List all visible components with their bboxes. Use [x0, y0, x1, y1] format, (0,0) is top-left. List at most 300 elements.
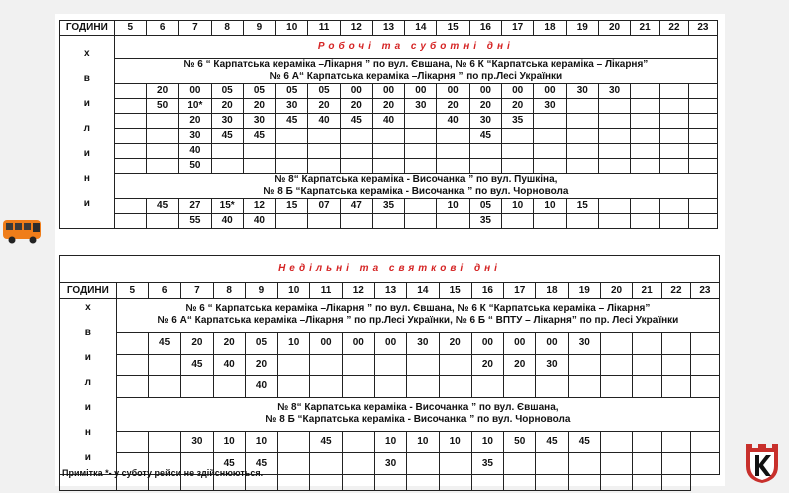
minute-cell: [688, 114, 717, 129]
route-line: № 8“ Карпатська кераміка - Височанка ” по вул. Євшана,: [277, 402, 559, 414]
minute-cell: [405, 114, 437, 129]
route-line: № 6 “ Карпатська кераміка –Лікарня ” по вул. Євшана, № 6 К “Карпатська кераміка – Лікарня”: [185, 303, 651, 315]
minute-cell: [660, 159, 689, 174]
minute-cell: 05: [308, 84, 340, 99]
minute-cell: 30: [566, 84, 598, 99]
minute-cell: 00: [469, 84, 501, 99]
minute-cell: 40: [308, 114, 340, 129]
hour-cell: 8: [211, 21, 243, 36]
minute-cell: 10*: [179, 99, 211, 114]
minute-cell: [662, 431, 691, 453]
minute-cell: [114, 84, 146, 99]
minute-cell: [660, 99, 689, 114]
minute-cell: 45: [536, 431, 568, 453]
minute-cell: 40: [213, 354, 245, 376]
minute-cell: [568, 354, 600, 376]
route-line: № 6 А“ Карпатська кераміка –Лікарня ” по пр.Лесі Українки, № 6 Б “ ВПТУ – Лікарня” по пр. Лесі Українки: [157, 315, 679, 327]
minute-cell: [662, 354, 691, 376]
minute-cell: 20: [504, 354, 536, 376]
minutes-row: [60, 99, 718, 114]
minute-cell: [278, 431, 310, 453]
minute-cell: [471, 376, 503, 398]
minute-cell: [148, 431, 180, 453]
minute-cell: [407, 453, 439, 475]
minute-cell: 20: [213, 332, 245, 354]
minute-cell: [534, 214, 566, 229]
minute-cell: 30: [568, 332, 600, 354]
hour-cell: 21: [633, 283, 662, 299]
minute-cell: 27: [179, 199, 211, 214]
minute-cell: [690, 332, 719, 354]
minute-cell: [146, 129, 178, 144]
minute-cell: [688, 99, 717, 114]
minute-cell: 47: [340, 199, 372, 214]
minutes-letter: н: [83, 172, 90, 184]
hour-cell: 8: [213, 283, 245, 299]
minute-cell: 50: [146, 99, 178, 114]
hour-cell: 19: [568, 283, 600, 299]
minute-cell: 50: [504, 431, 536, 453]
minute-cell: 30: [179, 129, 211, 144]
minute-cell: 20: [439, 332, 471, 354]
minute-cell: 30: [407, 332, 439, 354]
minute-cell: [407, 354, 439, 376]
minute-cell: 20: [211, 99, 243, 114]
minute-cell: [536, 376, 568, 398]
minute-cell: 00: [534, 84, 566, 99]
minute-cell: [372, 129, 404, 144]
minute-cell: 20: [245, 354, 277, 376]
minute-cell: 35: [469, 214, 501, 229]
minute-cell: [469, 144, 501, 159]
minutes-letter: и: [83, 97, 90, 109]
minute-cell: [631, 199, 660, 214]
minute-cell: 20: [308, 99, 340, 114]
minute-cell: [566, 114, 598, 129]
route-description: [116, 397, 719, 431]
minute-cell: 35: [471, 453, 503, 475]
minute-cell: [114, 114, 146, 129]
minute-cell: [310, 354, 342, 376]
hour-cell: 19: [566, 21, 598, 36]
holiday-timetable: [59, 255, 720, 491]
minute-cell: 05: [469, 199, 501, 214]
minute-cell: 20: [146, 84, 178, 99]
minute-cell: [566, 144, 598, 159]
minute-cell: [598, 214, 630, 229]
minute-cell: [633, 376, 662, 398]
hour-cell: 12: [342, 283, 374, 299]
minute-cell: [598, 199, 630, 214]
hour-cell: 5: [116, 283, 148, 299]
route-line: № 6 “ Карпатська кераміка –Лікарня ” по вул. Євшана, № 6 К “Карпатська кераміка – Лікарня”: [183, 59, 649, 70]
minute-cell: [405, 159, 437, 174]
blank-cell: [439, 475, 471, 491]
minutes-letter: в: [83, 72, 90, 84]
minute-cell: [504, 376, 536, 398]
blank-cell: [662, 475, 691, 491]
route-line: № 6 А“ Карпатська кераміка –Лікарня ” по пр.Лесі Українки: [269, 71, 563, 82]
minute-cell: [633, 453, 662, 475]
minutes-row: [60, 199, 718, 214]
minute-cell: [372, 144, 404, 159]
minutes-letter: и: [84, 352, 91, 363]
minute-cell: [405, 144, 437, 159]
minute-cell: 30: [374, 453, 406, 475]
minute-cell: 45: [181, 354, 213, 376]
minutes-row: [60, 431, 720, 453]
minutes-row: [60, 354, 720, 376]
minute-cell: 10: [407, 431, 439, 453]
minute-cell: [148, 354, 180, 376]
minute-cell: [114, 199, 146, 214]
minutes-row: [60, 159, 718, 174]
route-row: [60, 299, 720, 333]
minute-cell: [600, 354, 632, 376]
minute-cell: 30: [181, 431, 213, 453]
minute-cell: [243, 144, 275, 159]
minute-cell: [340, 159, 372, 174]
minute-cell: 40: [211, 214, 243, 229]
minute-cell: 20: [372, 99, 404, 114]
minutes-row: [60, 144, 718, 159]
minute-cell: [439, 453, 471, 475]
minute-cell: [688, 159, 717, 174]
minute-cell: [372, 159, 404, 174]
minute-cell: [690, 453, 719, 475]
hour-cell: 18: [534, 21, 566, 36]
minute-cell: 45: [148, 332, 180, 354]
route-line: № 8“ Карпатська кераміка - Височанка ” по вул. Пушкіна,: [274, 174, 558, 185]
minute-cell: 00: [502, 84, 534, 99]
hour-cell: 22: [660, 21, 689, 36]
minute-cell: [116, 376, 148, 398]
minute-cell: 45: [243, 129, 275, 144]
minute-cell: 00: [179, 84, 211, 99]
minute-cell: 45: [469, 129, 501, 144]
minute-cell: [534, 159, 566, 174]
hour-cell: 13: [374, 283, 406, 299]
blank-cell: [278, 475, 310, 491]
hour-cell: 15: [437, 21, 469, 36]
minute-cell: [374, 376, 406, 398]
minute-cell: [502, 144, 534, 159]
minute-cell: [469, 159, 501, 174]
hour-cell: 16: [471, 283, 503, 299]
minute-cell: 35: [502, 114, 534, 129]
minute-cell: [660, 199, 689, 214]
minutes-letter: л: [84, 377, 92, 388]
minute-cell: [600, 376, 632, 398]
hour-cell: 14: [405, 21, 437, 36]
hours-header-label: ГОДИНИ: [60, 21, 115, 36]
minute-cell: [536, 453, 568, 475]
blank-cell: [504, 475, 536, 491]
minute-cell: [568, 376, 600, 398]
blank-cell: [536, 475, 568, 491]
minute-cell: [439, 376, 471, 398]
minute-cell: [342, 354, 374, 376]
minute-cell: [631, 144, 660, 159]
minute-cell: [598, 99, 630, 114]
minute-cell: 10: [213, 431, 245, 453]
blank-cell: [374, 475, 406, 491]
minute-cell: [598, 144, 630, 159]
minute-cell: 00: [504, 332, 536, 354]
minute-cell: 40: [179, 144, 211, 159]
minute-cell: [276, 144, 308, 159]
minute-cell: [662, 453, 691, 475]
minute-cell: [437, 159, 469, 174]
minutes-axis-label: [60, 299, 117, 475]
minute-cell: 10: [502, 199, 534, 214]
route-row: [60, 397, 720, 431]
minute-cell: [568, 453, 600, 475]
minute-cell: [276, 129, 308, 144]
minute-cell: [211, 144, 243, 159]
hour-cell: 6: [146, 21, 178, 36]
minute-cell: [660, 144, 689, 159]
minute-cell: 30: [405, 99, 437, 114]
minute-cell: [372, 214, 404, 229]
minute-cell: 10: [245, 431, 277, 453]
hours-header-row: [60, 21, 718, 36]
hour-cell: 11: [308, 21, 340, 36]
route-description: [114, 59, 717, 84]
minute-cell: [405, 199, 437, 214]
minute-cell: 45: [568, 431, 600, 453]
blank-cell: [568, 475, 600, 491]
minute-cell: [116, 332, 148, 354]
minute-cell: [502, 129, 534, 144]
minute-cell: [534, 114, 566, 129]
route-row: [60, 174, 718, 199]
minute-cell: 30: [211, 114, 243, 129]
minute-cell: [308, 159, 340, 174]
minute-cell: [566, 214, 598, 229]
minute-cell: 30: [598, 84, 630, 99]
minute-cell: 45: [340, 114, 372, 129]
minute-cell: [633, 332, 662, 354]
minute-cell: [504, 453, 536, 475]
hour-cell: 21: [631, 21, 660, 36]
hours-header-row: [60, 283, 720, 299]
minute-cell: [342, 431, 374, 453]
minute-cell: 00: [342, 332, 374, 354]
minutes-letter: и: [83, 147, 90, 159]
minute-cell: [340, 144, 372, 159]
minutes-row: [60, 114, 718, 129]
hours-header-label: ГОДИНИ: [60, 283, 117, 299]
minute-cell: 10: [439, 431, 471, 453]
minute-cell: [502, 214, 534, 229]
minute-cell: [631, 84, 660, 99]
minute-cell: [690, 354, 719, 376]
minute-cell: [310, 453, 342, 475]
hour-cell: 14: [407, 283, 439, 299]
minute-cell: [437, 214, 469, 229]
minute-cell: 00: [372, 84, 404, 99]
minute-cell: [631, 99, 660, 114]
minute-cell: [114, 99, 146, 114]
minute-cell: 40: [245, 376, 277, 398]
minute-cell: 10: [278, 332, 310, 354]
minute-cell: [310, 376, 342, 398]
minute-cell: [405, 129, 437, 144]
minute-cell: [598, 159, 630, 174]
minute-cell: [146, 159, 178, 174]
route-row: [60, 59, 718, 84]
minute-cell: [631, 214, 660, 229]
minute-cell: 00: [536, 332, 568, 354]
hour-cell: 17: [504, 283, 536, 299]
city-logo-icon: [742, 440, 782, 484]
minute-cell: 00: [340, 84, 372, 99]
minute-cell: [181, 376, 213, 398]
minute-cell: [660, 129, 689, 144]
minute-cell: [437, 129, 469, 144]
minute-cell: 20: [502, 99, 534, 114]
minute-cell: 30: [243, 114, 275, 129]
minutes-letter: в: [84, 327, 91, 338]
minute-cell: [116, 354, 148, 376]
minute-cell: [600, 431, 632, 453]
blank-cell: [407, 475, 439, 491]
minute-cell: [148, 376, 180, 398]
hour-cell: 10: [278, 283, 310, 299]
minute-cell: 20: [340, 99, 372, 114]
minute-cell: [407, 376, 439, 398]
minute-cell: [114, 214, 146, 229]
minute-cell: 40: [243, 214, 275, 229]
minute-cell: [600, 332, 632, 354]
minutes-axis-label: [60, 36, 115, 229]
minute-cell: 30: [536, 354, 568, 376]
minute-cell: 30: [534, 99, 566, 114]
minutes-letter: л: [83, 122, 91, 134]
minute-cell: 45: [310, 431, 342, 453]
hour-cell: 16: [469, 21, 501, 36]
minute-cell: 20: [243, 99, 275, 114]
hour-cell: 23: [690, 283, 719, 299]
minute-cell: 15: [566, 199, 598, 214]
minute-cell: [213, 376, 245, 398]
minute-cell: [631, 129, 660, 144]
minute-cell: [662, 332, 691, 354]
minute-cell: [405, 214, 437, 229]
minute-cell: 12: [243, 199, 275, 214]
hour-cell: 17: [502, 21, 534, 36]
minute-cell: [146, 114, 178, 129]
minute-cell: [633, 354, 662, 376]
minute-cell: [502, 159, 534, 174]
hour-cell: 20: [600, 283, 632, 299]
minute-cell: [631, 159, 660, 174]
minute-cell: 20: [181, 332, 213, 354]
hour-cell: 11: [310, 283, 342, 299]
minute-cell: 10: [374, 431, 406, 453]
hour-cell: 12: [340, 21, 372, 36]
minute-cell: [566, 159, 598, 174]
minutes-row: [60, 129, 718, 144]
minute-cell: 35: [372, 199, 404, 214]
minute-cell: 00: [471, 332, 503, 354]
minutes-letter: и: [84, 452, 91, 463]
hour-cell: 13: [372, 21, 404, 36]
minute-cell: 55: [179, 214, 211, 229]
hour-cell: 18: [536, 283, 568, 299]
minute-cell: 20: [469, 99, 501, 114]
minute-cell: [116, 431, 148, 453]
route-description: [114, 174, 717, 199]
weekday-timetable: [59, 20, 718, 229]
minutes-row: [60, 84, 718, 99]
minute-cell: 20: [179, 114, 211, 129]
section-title-row: [60, 256, 720, 283]
minute-cell: [340, 214, 372, 229]
minute-cell: 05: [276, 84, 308, 99]
minute-cell: [660, 114, 689, 129]
minute-cell: [114, 129, 146, 144]
blank-cell: [342, 475, 374, 491]
minutes-row: [60, 214, 718, 229]
minute-cell: [688, 129, 717, 144]
minute-cell: [278, 376, 310, 398]
hour-cell: 23: [688, 21, 717, 36]
minute-cell: [688, 84, 717, 99]
hour-cell: 9: [245, 283, 277, 299]
minute-cell: [566, 129, 598, 144]
minute-cell: 15: [276, 199, 308, 214]
hour-cell: 5: [114, 21, 146, 36]
minute-cell: [598, 129, 630, 144]
minute-cell: 45: [276, 114, 308, 129]
blank-cell: [600, 475, 632, 491]
footnote: Примітка *- у суботу рейси не здійснюються.: [62, 468, 264, 478]
minute-cell: [114, 159, 146, 174]
minute-cell: [688, 144, 717, 159]
bus-icon: [0, 216, 46, 246]
section-title-row: [60, 36, 718, 59]
minute-cell: 07: [308, 199, 340, 214]
minute-cell: 40: [437, 114, 469, 129]
minute-cell: [690, 376, 719, 398]
minute-cell: 15*: [211, 199, 243, 214]
minute-cell: 05: [245, 332, 277, 354]
minute-cell: [437, 144, 469, 159]
minute-cell: [631, 114, 660, 129]
minute-cell: 45: [213, 453, 245, 475]
minute-cell: [243, 159, 275, 174]
minute-cell: 00: [405, 84, 437, 99]
minute-cell: [534, 144, 566, 159]
minute-cell: [342, 453, 374, 475]
minute-cell: 10: [534, 199, 566, 214]
minute-cell: [308, 214, 340, 229]
minute-cell: 45: [146, 199, 178, 214]
minute-cell: [114, 144, 146, 159]
minute-cell: 50: [179, 159, 211, 174]
minute-cell: [308, 129, 340, 144]
minutes-letter: и: [83, 197, 90, 209]
minute-cell: [276, 159, 308, 174]
minute-cell: [146, 214, 178, 229]
minute-cell: 10: [437, 199, 469, 214]
minutes-row: [60, 332, 720, 354]
minute-cell: 40: [372, 114, 404, 129]
minute-cell: [598, 114, 630, 129]
minute-cell: 00: [374, 332, 406, 354]
